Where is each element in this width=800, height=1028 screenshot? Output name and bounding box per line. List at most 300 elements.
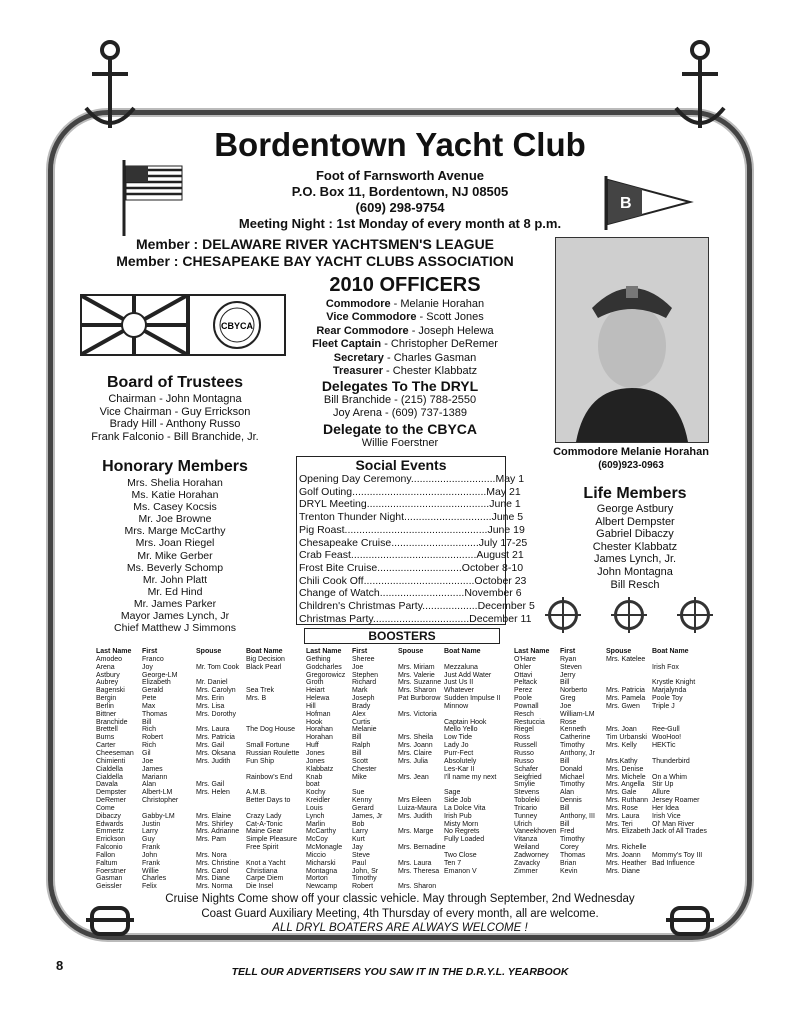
booster-cell: Mrs. Helen xyxy=(196,789,230,797)
officer-name: - Melanie Horahan xyxy=(390,298,485,310)
booster-cell: Newcamp xyxy=(306,883,338,891)
booster-cell xyxy=(196,656,246,664)
booster-row xyxy=(306,844,508,852)
booster-cell: Joe xyxy=(352,663,364,671)
booster-cell: Willie xyxy=(142,867,159,875)
booster-cell xyxy=(398,852,444,860)
booster-cell: Gregorowicz xyxy=(306,671,346,679)
booster-cell: Horahan xyxy=(306,726,333,734)
booster-row xyxy=(306,679,508,687)
booster-cell xyxy=(398,766,444,774)
address-line-1: Foot of Farnsworth Avenue xyxy=(315,168,485,183)
booster-cell: Free Spirit xyxy=(246,844,279,852)
booster-cell: Mrs.Kathy xyxy=(606,757,638,765)
booster-cell: Larry xyxy=(142,828,158,836)
booster-cell: Small Fortune xyxy=(246,742,290,750)
booster-row xyxy=(514,766,710,774)
booster-cell: Mrs. Sharon xyxy=(398,687,437,695)
booster-cell: Max xyxy=(142,702,156,710)
booster-cell: Davala xyxy=(96,781,118,789)
booster-cell: Brian xyxy=(560,859,577,867)
booster-cell: Mrs. Katelee xyxy=(606,655,646,663)
booster-row xyxy=(306,656,508,664)
booster-cell: Pownall xyxy=(514,702,539,710)
trustee-line: Chairman - John Montagna xyxy=(108,393,242,405)
right-anchor-icon xyxy=(670,38,730,138)
booster-cell xyxy=(398,836,444,844)
booster-row xyxy=(306,664,508,672)
booster-cell: Melanie xyxy=(352,726,377,734)
booster-row xyxy=(306,750,508,758)
booster-cell xyxy=(398,781,444,789)
booster-cell: The Dog House xyxy=(246,726,296,734)
booster-cell: Joe xyxy=(560,702,572,710)
cbyca-heading: Delegate to the CBYCA xyxy=(322,421,478,437)
booster-cell: Mrs. Diane xyxy=(196,875,230,883)
booster-cell xyxy=(444,711,508,719)
booster-cell: Mrs. Bernadine xyxy=(398,844,446,852)
boosters-heading: BOOSTERS xyxy=(304,628,500,644)
boosters-header-cell: Spouse xyxy=(606,648,632,655)
booster-row xyxy=(514,844,710,852)
booster-row xyxy=(96,789,302,797)
booster-cell xyxy=(606,679,652,687)
booster-row xyxy=(514,695,710,703)
bottom-left-bollard-icon xyxy=(82,900,138,940)
booster-row xyxy=(306,726,508,734)
booster-row xyxy=(306,828,508,836)
booster-cell xyxy=(652,868,710,876)
booster-cell xyxy=(246,852,302,860)
booster-cell: O'Hare xyxy=(514,655,536,663)
cbyca-delegate-line: Willie Foerstner xyxy=(361,437,439,449)
booster-cell: Mrs. Michele xyxy=(606,773,646,781)
booster-row xyxy=(96,672,302,680)
booster-cell xyxy=(196,797,246,805)
social-event: Opening Day Ceremony.............................May 1 xyxy=(299,473,525,485)
booster-cell: Alan xyxy=(560,789,575,797)
booster-cell: Klabbatz xyxy=(306,765,334,773)
booster-row xyxy=(514,679,710,687)
booster-row xyxy=(306,883,508,891)
booster-cell xyxy=(398,789,444,797)
booster-row xyxy=(514,789,710,797)
booster-cell xyxy=(444,883,508,891)
booster-cell: Ol' Man River xyxy=(652,820,695,828)
booster-cell: Franco xyxy=(142,655,164,663)
commodore-photo xyxy=(555,237,709,443)
booster-cell: Mrs. Patricia xyxy=(196,734,235,742)
boosters-header-row xyxy=(514,648,710,656)
booster-cell: Catherine xyxy=(560,734,591,742)
booster-cell: Better Days to xyxy=(246,797,291,805)
booster-cell: Mrs. Christine xyxy=(196,859,240,867)
booster-cell: Robert xyxy=(352,883,374,891)
booster-cell: Minnow xyxy=(444,702,469,710)
booster-row xyxy=(514,672,710,680)
life-member: Albert Dempster xyxy=(595,515,675,528)
booster-cell: Les-Kar II xyxy=(444,765,475,773)
boosters-column-3 xyxy=(514,648,710,875)
booster-cell: Bill xyxy=(352,749,362,757)
booster-cell: Mrs. B xyxy=(246,695,267,703)
trustee-line: Brady Hill - Anthony Russo xyxy=(109,418,241,431)
booster-cell: Luiza-Maura xyxy=(398,804,437,812)
booster-row xyxy=(514,711,710,719)
dryl-delegate-line: Bill Branchide - (215) 788-2550 xyxy=(323,394,477,406)
booster-cell: Mrs. Laura xyxy=(606,812,640,820)
booster-row xyxy=(514,774,710,782)
booster-cell: Lady Jo xyxy=(444,742,469,750)
booster-cell: Mrs. Julia xyxy=(398,757,428,765)
booster-cell xyxy=(246,766,302,774)
life-member: Bill Resch xyxy=(610,578,660,591)
booster-cell: Foerstner xyxy=(96,867,126,875)
booster-cell: Mrs. Judith xyxy=(398,812,433,820)
booster-cell xyxy=(652,750,710,758)
booster-cell: Mrs. Joann xyxy=(398,742,433,750)
booster-cell: Mrs. Shirley xyxy=(196,820,233,828)
social-event: Chili Cook Off......................................October 23 xyxy=(299,574,527,587)
booster-row xyxy=(306,789,508,797)
booster-row xyxy=(96,774,302,782)
booster-cell: Russian Roulette xyxy=(246,749,300,757)
booster-cell: Purr-Fect xyxy=(444,749,474,757)
booster-cell xyxy=(652,836,710,844)
booster-cell: Ottavi xyxy=(514,671,533,679)
booster-cell xyxy=(142,805,196,813)
social-event: DRYL Meeting..........................................June 1 xyxy=(299,498,521,511)
booster-row xyxy=(96,687,302,695)
booster-row xyxy=(306,860,508,868)
booster-cell: Fallon xyxy=(96,851,116,859)
booster-cell: Mrs. Pam xyxy=(196,836,226,844)
booster-cell: Bill xyxy=(560,679,570,687)
booster-cell: Stir Up xyxy=(652,781,674,789)
booster-cell: Geissler xyxy=(96,883,122,891)
booster-cell: Donald xyxy=(560,765,583,773)
booster-cell: Captain Hook xyxy=(444,718,487,726)
booster-cell: Emanon V xyxy=(444,867,477,875)
booster-row xyxy=(514,821,710,829)
booster-row xyxy=(514,868,710,876)
officer-name: - Charles Gasman xyxy=(383,351,477,364)
booster-cell: Robert xyxy=(142,734,164,742)
booster-cell xyxy=(352,781,398,789)
svg-text:CBYCA: CBYCA xyxy=(220,321,254,331)
booster-cell xyxy=(196,805,246,813)
booster-cell xyxy=(606,836,652,844)
booster-row xyxy=(96,679,302,687)
booster-row xyxy=(96,828,302,836)
booster-cell: Mrs. Gail xyxy=(196,742,224,750)
booster-cell: Gerard xyxy=(352,804,374,812)
address-line-2: P.O. Box 11, Bordentown, NJ 08505 xyxy=(291,184,509,199)
booster-cell: Frank xyxy=(142,844,160,852)
life-member: James Lynch, Jr. xyxy=(593,553,677,566)
booster-cell: Horahan xyxy=(306,734,333,742)
booster-cell: Gasman xyxy=(96,875,123,883)
booster-cell: Bagenski xyxy=(96,687,125,695)
booster-cell: Mrs. Carol xyxy=(196,867,229,875)
left-anchor-icon xyxy=(80,38,140,138)
honorary-member: Mr. John Platt xyxy=(142,573,208,586)
booster-row xyxy=(514,687,710,695)
member-dryl: Member : DELAWARE RIVER YACHTSMEN'S LEAGUE xyxy=(135,236,495,252)
social-event: Change of Watch.............................November 6 xyxy=(299,587,522,600)
booster-cell: Edwards xyxy=(96,820,124,828)
booster-cell: Bill xyxy=(560,804,570,812)
social-events-box xyxy=(296,456,535,625)
booster-cell: John xyxy=(142,851,158,859)
booster-cell: Rich xyxy=(142,742,157,750)
booster-cell: Micharski xyxy=(306,859,336,867)
booster-cell: Mrs. Nora xyxy=(196,851,227,859)
booster-row xyxy=(96,703,302,711)
booster-cell: Fun Ship xyxy=(246,757,275,765)
booster-cell: Branchide xyxy=(96,718,128,726)
booster-cell: Mrs. Dorothy xyxy=(196,710,237,718)
booster-cell: McCoy xyxy=(306,836,328,844)
booster-cell: Ten 7 xyxy=(444,859,462,867)
booster-cell xyxy=(398,719,444,727)
booster-cell: Side Job xyxy=(444,797,472,805)
officer-line xyxy=(280,365,530,378)
booster-cell: Corey xyxy=(560,844,579,852)
booster-cell: Carpe Diem xyxy=(246,875,284,883)
booster-cell: Russo xyxy=(514,749,534,757)
boosters-header-cell: Last Name xyxy=(514,648,550,655)
booster-cell: Mark xyxy=(352,687,368,695)
commodore-caption: Commodore Melanie Horahan xyxy=(553,446,709,458)
booster-row xyxy=(96,719,302,727)
booster-row xyxy=(306,875,508,883)
booster-cell: Mr. Tom Cook xyxy=(196,663,240,671)
booster-row xyxy=(96,875,302,883)
booster-row xyxy=(306,766,508,774)
booster-cell: Mrs. Diane xyxy=(606,867,640,875)
boosters-header-cell: Boat Name xyxy=(444,648,481,655)
booster-row xyxy=(96,781,302,789)
boosters-header-cell: Spouse xyxy=(196,648,222,655)
booster-row xyxy=(514,758,710,766)
boosters-header-cell: Boat Name xyxy=(246,648,283,655)
booster-cell: Mrs. Miriam xyxy=(398,663,435,671)
booster-row xyxy=(306,797,508,805)
booster-cell: Gil xyxy=(142,749,151,757)
booster-cell: Vaneekhoven xyxy=(514,828,557,836)
booster-cell: Brettell xyxy=(96,726,118,734)
booster-row xyxy=(514,664,710,672)
booster-row xyxy=(306,868,508,876)
booster-row xyxy=(306,672,508,680)
boosters-header-cell: Boat Name xyxy=(652,648,689,655)
officer-line xyxy=(280,352,530,365)
social-event: Frost Bite Cruise.............................October 8-10 xyxy=(299,561,524,574)
booster-cell: Perez xyxy=(514,687,533,695)
booster-cell: Mrs. Elizabeth xyxy=(606,828,651,836)
booster-row xyxy=(514,781,710,789)
booster-cell: Misty Morn xyxy=(444,820,479,828)
honorary-member: Ms. Katie Horahan xyxy=(131,489,219,502)
life-list xyxy=(560,503,710,591)
booster-cell: Crazy Lady xyxy=(246,812,282,820)
booster-cell: Sue xyxy=(352,789,365,797)
booster-cell: Irish Vice xyxy=(652,812,681,820)
booster-row xyxy=(306,734,508,742)
booster-row xyxy=(96,695,302,703)
booster-row xyxy=(96,844,302,852)
booster-cell xyxy=(246,679,302,687)
booster-cell: Riegel xyxy=(514,726,534,734)
booster-cell: Two Close xyxy=(444,851,477,859)
dryl-flag-icon xyxy=(80,294,188,356)
life-member: George Astbury xyxy=(596,503,674,515)
booster-row xyxy=(306,711,508,719)
booster-cell xyxy=(652,719,710,727)
ship-wheel-icon xyxy=(614,600,644,630)
booster-cell: Mrs. Oksana xyxy=(196,749,236,757)
booster-cell: Bill xyxy=(352,734,362,742)
booster-cell: Mommy's Toy III xyxy=(652,851,703,859)
booster-cell xyxy=(398,703,444,711)
booster-row xyxy=(306,836,508,844)
booster-cell: Mello Yello xyxy=(444,726,478,734)
booster-row xyxy=(514,703,710,711)
officer-role: Rear Commodore xyxy=(316,324,409,337)
events-list xyxy=(297,473,535,625)
officer-role: Secretary xyxy=(333,351,384,364)
booster-cell: I'll name my next xyxy=(444,773,497,781)
booster-cell: Cialdella xyxy=(96,773,123,781)
booster-cell: Mrs. Erin xyxy=(196,695,224,703)
booster-cell: Hofman xyxy=(306,710,331,718)
booster-cell: Mrs. Elaine xyxy=(196,812,232,820)
booster-cell: Jersey Roamer xyxy=(652,797,700,805)
booster-row xyxy=(514,719,710,727)
booster-cell: Timothy xyxy=(560,781,585,789)
booster-cell: Falconio xyxy=(96,844,123,852)
boosters-header-cell: First xyxy=(560,648,576,655)
booster-cell xyxy=(196,766,246,774)
booster-cell: Kevin xyxy=(560,867,578,875)
booster-cell: boat xyxy=(306,781,320,789)
booster-row xyxy=(306,774,508,782)
boosters-column-2 xyxy=(306,648,508,891)
booster-cell: Simple Pleasure xyxy=(246,836,297,844)
booster-cell: Greg xyxy=(560,695,576,703)
honorary-member: Mr. Ed Hind xyxy=(147,585,203,598)
booster-cell: Her Idea xyxy=(652,804,679,812)
booster-cell: Mrs. Pamela xyxy=(606,695,646,703)
booster-cell: Jones xyxy=(306,749,325,757)
booster-cell: Mrs. Gwen xyxy=(606,702,640,710)
booster-cell: Faltum xyxy=(96,859,118,867)
booster-cell: Ryan xyxy=(560,655,577,663)
booster-cell: Big Decision xyxy=(246,655,285,663)
booster-cell: Mrs. Teri xyxy=(606,820,633,828)
dryl-list xyxy=(300,394,500,419)
booster-cell: Arena xyxy=(96,663,115,671)
booster-cell: Larry xyxy=(352,828,368,836)
booster-row xyxy=(96,813,302,821)
booster-row xyxy=(96,821,302,829)
booster-cell: Bill xyxy=(560,757,570,765)
booster-cell: Seigfried xyxy=(514,773,542,781)
booster-cell: Mrs. Lisa xyxy=(196,702,225,710)
booster-cell: Allure xyxy=(652,789,670,797)
booster-row xyxy=(514,860,710,868)
booster-cell: Christiana xyxy=(246,867,278,875)
booster-cell: Mrs Eileen xyxy=(398,797,432,805)
honorary-member: Chief Matthew J Simmons xyxy=(114,622,236,635)
booster-cell: Mrs. Laura xyxy=(398,859,432,867)
social-events-heading: Social Events xyxy=(355,457,447,473)
booster-cell: Anthony, Jr xyxy=(560,749,595,757)
booster-cell: La Dolce Vita xyxy=(444,804,486,812)
booster-cell: Norberto xyxy=(560,687,588,695)
booster-cell xyxy=(444,656,508,664)
booster-row xyxy=(514,852,710,860)
booster-cell: Mrs. Norma xyxy=(196,883,233,891)
honorary-member: Mrs. Joan Riegel xyxy=(135,537,215,550)
booster-cell: Mrs. Claire xyxy=(398,749,432,757)
booster-cell: Knot a Yacht xyxy=(246,859,286,867)
booster-row xyxy=(306,687,508,695)
booster-cell: Mrs. Gail xyxy=(196,781,224,789)
booster-cell: Thomas xyxy=(560,851,586,859)
booster-cell: Mrs. Laura xyxy=(196,726,230,734)
booster-cell: Chimienti xyxy=(96,757,126,765)
officer-name: - Chester Klabbatz xyxy=(383,365,478,378)
booster-cell: Mrs. Valerie xyxy=(398,671,435,679)
booster-cell: Louis xyxy=(306,804,323,812)
booster-row xyxy=(96,742,302,750)
officer-role: Fleet Captain xyxy=(312,338,382,351)
booster-cell: Joseph xyxy=(352,695,375,703)
booster-cell: Jay xyxy=(352,844,363,852)
booster-cell: Mrs. Adrianne xyxy=(196,828,240,836)
booster-cell: Mrs. Marge xyxy=(398,828,434,836)
booster-cell: Rainbow's End xyxy=(246,773,293,781)
booster-row xyxy=(514,734,710,742)
svg-text:B: B xyxy=(620,195,632,212)
booster-cell: Chester xyxy=(352,765,377,773)
trustees-list xyxy=(90,393,260,443)
booster-cell: George-LM xyxy=(142,671,178,679)
booster-cell xyxy=(246,703,302,711)
booster-cell: Zadworney xyxy=(514,851,549,859)
booster-cell: Gerald xyxy=(142,687,164,695)
booster-row xyxy=(306,805,508,813)
social-event: Pig Roast.................................................June 19 xyxy=(299,523,525,536)
booster-cell xyxy=(444,781,508,789)
trustee-line: Frank Falconio - Bill Branchide, Jr. xyxy=(91,430,259,443)
life-heading: Life Members xyxy=(583,485,687,502)
booster-cell: Mr. Daniel xyxy=(196,679,228,687)
booster-cell: Carter xyxy=(96,742,116,750)
booster-cell: Huff xyxy=(306,742,319,750)
booster-cell: Lynch xyxy=(306,812,325,820)
booster-cell: Black Pearl xyxy=(246,663,282,671)
booster-row xyxy=(96,883,302,891)
booster-cell: Mrs. Kelly xyxy=(606,742,637,750)
cbyca-list xyxy=(300,437,500,450)
booster-cell: Weiland xyxy=(514,844,540,852)
booster-cell: Die Insel xyxy=(246,883,274,891)
booster-cell xyxy=(246,781,302,789)
booster-cell: Paul xyxy=(352,859,367,867)
